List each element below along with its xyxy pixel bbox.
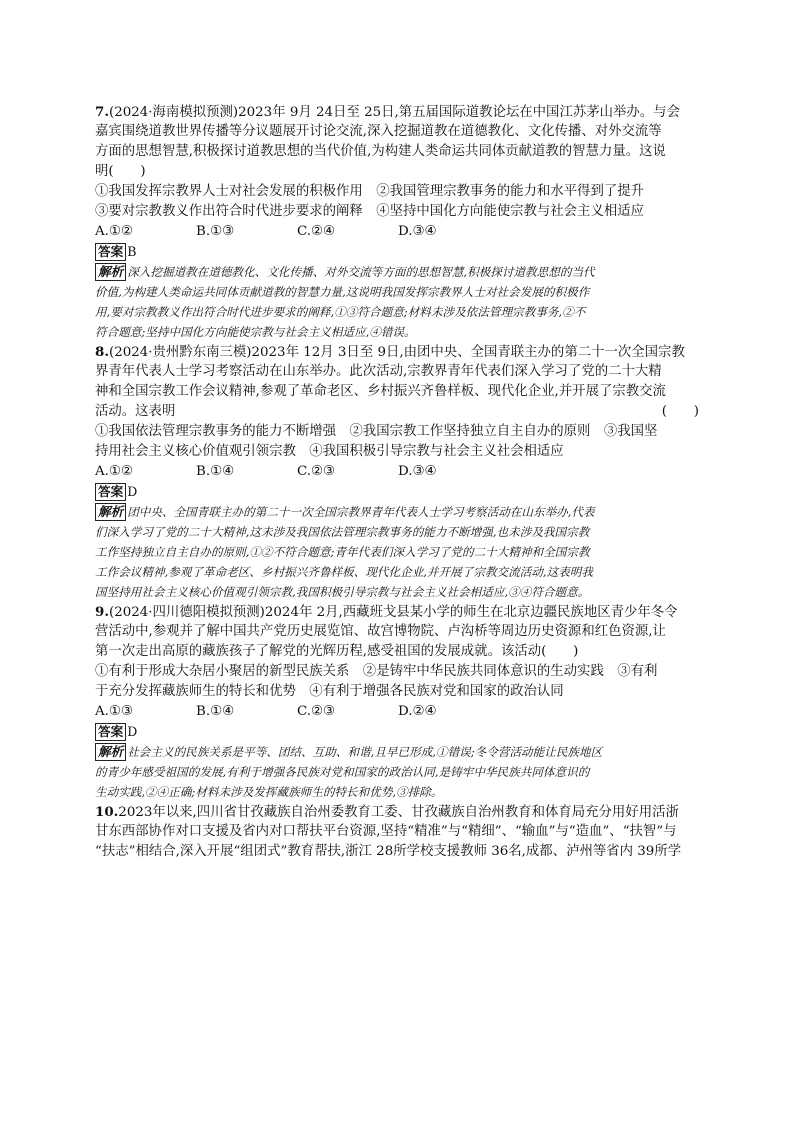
option-b[interactable]: B.①④ bbox=[196, 464, 235, 479]
question-8-analysis-line-4: 工作会议精神,参观了革命老区、乡村振兴齐鲁样板、现代化企业,并开展了宗教交流活动,这表明我 bbox=[95, 565, 593, 579]
question-8-line-4: 活动。这表明 ( ) bbox=[95, 402, 699, 422]
option-c[interactable]: C.②④ bbox=[297, 224, 336, 239]
analysis-tag: 解析 bbox=[95, 263, 126, 281]
question-8-analysis-line-1: 解析 团中央、全国青联主办的第二十一次全国宗教界青年代表人士学习考察活动在山东举办,代表 bbox=[95, 502, 699, 522]
option-a[interactable]: A.①③ bbox=[95, 704, 133, 719]
question-number: 7. bbox=[95, 104, 109, 120]
question-10 bbox=[95, 802, 699, 862]
question-9-analysis-line-1: 解析 社会主义的民族关系是平等、团结、互助、和谐,且早已形成,①错误;冬令营活动能让民族地区 bbox=[95, 742, 699, 762]
question-10-line-1: 10.2023年以来,四川省甘孜藏族自治州委教育工委、甘孜藏族自治州教育和体育局充分用好用活浙 bbox=[95, 804, 679, 820]
question-7-line-3: 方面的思想智慧,积极探讨道教思想的当代价值,为构建人类命运共同体贡献道教的智慧力量。这说 bbox=[95, 144, 666, 159]
question-7-analysis-line-3: 用,要对宗教教义作出符合时代进步要求的阐释,①③符合题意;材料未涉及依法管理宗教事务,②不 bbox=[95, 305, 586, 319]
answer-tag: 答案 bbox=[95, 483, 126, 501]
analysis-tag: 解析 bbox=[95, 743, 126, 761]
question-9-answer bbox=[95, 722, 699, 742]
question-9-statement-1: ①有利于形成大杂居小聚居的新型民族关系 ②是铸牢中华民族共同体意识的生动实践 ③有利 bbox=[95, 664, 658, 679]
option-b[interactable]: B.①④ bbox=[196, 704, 235, 719]
question-9-line-1: 9.(2024·四川德阳模拟预测)2024年 2月,西藏班戈县某小学的师生在北京边疆民族地区青少年冬令 bbox=[95, 604, 678, 620]
answer-value: D bbox=[127, 484, 138, 499]
question-7 bbox=[95, 102, 699, 342]
option-c[interactable]: C.②③ bbox=[297, 704, 336, 719]
option-a[interactable]: A.①② bbox=[95, 224, 133, 239]
option-d[interactable]: D.③④ bbox=[398, 464, 437, 479]
question-8 bbox=[95, 342, 699, 602]
question-7-options bbox=[95, 222, 699, 242]
question-8-line-2: 界青年代表人士学习考察活动在山东举办。此次活动,宗教界青年代表们深入学习了党的二十大精 bbox=[95, 364, 662, 379]
question-8-statement-1: ①我国依法管理宗教事务的能力不断增强 ②我国宗教工作坚持独立自主自办的原则 ③我国坚 bbox=[95, 424, 658, 439]
question-7-analysis-line-1: 解析 深入挖掘道教在道德教化、文化传播、对外交流等方面的思想智慧,积极探讨道教思想的当代 bbox=[95, 262, 699, 282]
question-9-options bbox=[95, 702, 699, 722]
question-9-line-2: 营活动中,参观并了解中国共产党历史展览馆、故宫博物院、卢沟桥等周边历史资源和红色资源,让 bbox=[95, 624, 666, 639]
question-9 bbox=[95, 602, 699, 802]
question-8-answer bbox=[95, 482, 699, 502]
question-7-analysis-line-4: 符合题意;坚持中国化方向能使宗教与社会主义相适应,④错误。 bbox=[95, 325, 416, 339]
question-7-statement-2: ③要对宗教教义作出符合时代进步要求的阐释 ④坚持中国化方向能使宗教与社会主义相适应 bbox=[95, 204, 645, 219]
question-8-analysis-line-2: 们深入学习了党的二十大精神,这未涉及我国依法管理宗教事务的能力不断增强,也未涉及我国宗教 bbox=[95, 525, 590, 539]
question-number: 9. bbox=[95, 604, 109, 620]
question-7-line-2: 嘉宾围绕道教世界传播等分议题展开讨论交流,深入挖掘道教在道德教化、文化传播、对外交流等 bbox=[95, 124, 662, 139]
question-7-analysis-line-2: 价值,为构建人类命运共同体贡献道教的智慧力量,这说明我国发挥宗教界人士对社会发展的积极作 bbox=[95, 285, 590, 299]
option-b[interactable]: B.①③ bbox=[196, 224, 235, 239]
option-d[interactable]: D.②④ bbox=[398, 704, 437, 719]
question-9-line-3: 第一次走出高原的藏族孩子了解党的光辉历程,感受祖国的发展成就。该活动( ) bbox=[95, 644, 579, 659]
question-number: 10. bbox=[95, 804, 119, 820]
question-10-line-2: 甘东西部协作对口支援及省内对口帮扶平台资源,坚持“精准”与“精细”、“输血”与“造血”、“扶智”与 bbox=[95, 824, 677, 839]
question-7-line-4: 明( ) bbox=[95, 164, 146, 179]
option-a[interactable]: A.①② bbox=[95, 464, 133, 479]
option-c[interactable]: C.②③ bbox=[297, 464, 336, 479]
question-8-line-1: 8.(2024·贵州黔东南三模)2023年 12月 3日至 9日,由团中央、全国青联主办的第二十一次全国宗教 bbox=[95, 344, 685, 360]
question-7-answer bbox=[95, 242, 699, 262]
answer-tag: 答案 bbox=[95, 243, 126, 261]
answer-bracket: ( ) bbox=[661, 404, 699, 419]
question-10-line-3: “扶志”相结合,深入开展“组团式”教育帮扶,浙江 28所学校支援教师 36名,成都、泸州等省内 39所学 bbox=[95, 844, 682, 859]
question-7-statement-1: ①我国发挥宗教界人士对社会发展的积极作用 ②我国管理宗教事务的能力和水平得到了提升 bbox=[95, 184, 645, 199]
question-7-line-1: 7.(2024·海南模拟预测)2023年 9月 24日至 25日,第五届国际道教论坛在中国江苏茅山举办。与会 bbox=[95, 104, 680, 120]
option-d[interactable]: D.③④ bbox=[398, 224, 437, 239]
question-9-analysis-line-2: 的青少年感受祖国的发展,有利于增强各民族对党和国家的政治认同,是铸牢中华民族共同体意识的 bbox=[95, 765, 590, 779]
answer-tag: 答案 bbox=[95, 723, 126, 741]
question-8-options bbox=[95, 462, 699, 482]
question-number: 8. bbox=[95, 344, 109, 360]
question-8-analysis-line-5: 国坚持用社会主义核心价值观引领宗教,我国积极引导宗教与社会主义社会相适应,③④符合题意。 bbox=[95, 585, 590, 599]
exam-page bbox=[95, 102, 699, 862]
question-8-line-3: 神和全国宗教工作会议精神,参观了革命老区、乡村振兴齐鲁样板、现代化企业,并开展了宗教交流 bbox=[95, 384, 666, 399]
question-9-analysis-line-3: 生动实践,②④正确;材料未涉及发挥藏族师生的特长和优势,③排除。 bbox=[95, 785, 443, 799]
question-8-analysis-line-3: 工作坚持独立自主自办的原则,①②不符合题意;青年代表们深入学习了党的二十大精神和全国宗教 bbox=[95, 545, 590, 559]
analysis-tag: 解析 bbox=[95, 503, 126, 521]
answer-value: B bbox=[127, 244, 137, 259]
answer-value: D bbox=[127, 724, 138, 739]
question-8-statement-2: 持用社会主义核心价值观引领宗教 ④我国积极引导宗教与社会主义社会相适应 bbox=[95, 444, 564, 459]
question-9-statement-2: 于充分发挥藏族师生的特长和优势 ④有利于增强各民族对党和国家的政治认同 bbox=[95, 684, 564, 699]
